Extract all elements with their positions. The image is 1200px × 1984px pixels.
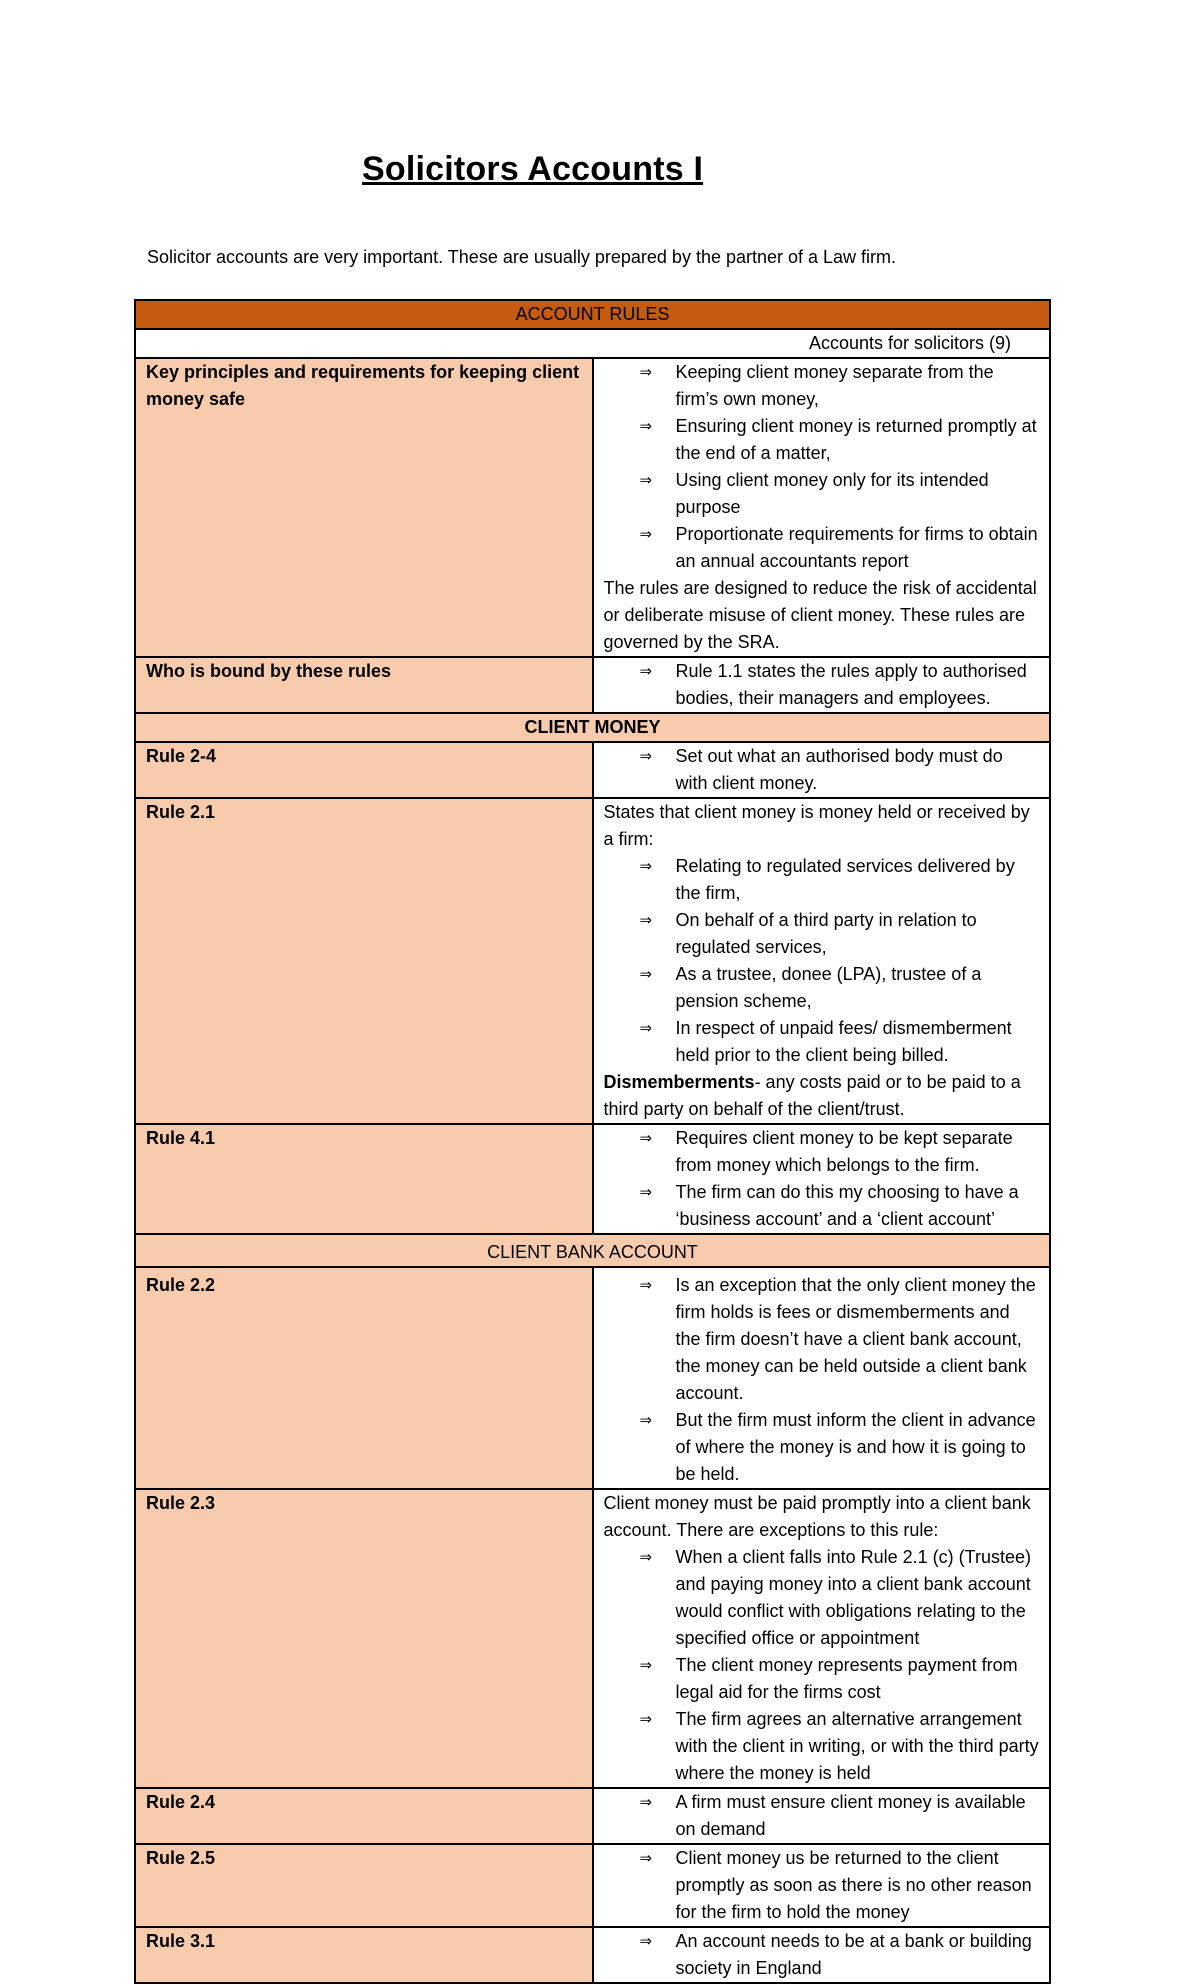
list-item: ⇒ Rule 1.1 states the rules apply to authorised bodies, their managers and employees. bbox=[604, 658, 1040, 712]
row-label-who-bound: Who is bound by these rules bbox=[135, 657, 593, 713]
table-row bbox=[135, 798, 1050, 1124]
list-item: ⇒ The firm can do this my choosing to have a ‘business account’ and a ‘client account’ bbox=[604, 1179, 1040, 1233]
rightwards-double-arrow-icon: ⇒ bbox=[639, 857, 653, 875]
bullet-list bbox=[604, 1928, 1040, 1982]
rightwards-double-arrow-icon: ⇒ bbox=[639, 1793, 653, 1811]
rightwards-double-arrow-icon: ⇒ bbox=[639, 1548, 653, 1566]
rightwards-double-arrow-icon: ⇒ bbox=[639, 1129, 653, 1147]
list-item: ⇒ Proportionate requirements for firms to obtain an annual accountants report bbox=[604, 521, 1040, 575]
rightwards-double-arrow-icon: ⇒ bbox=[639, 965, 653, 983]
list-item: ⇒ A firm must ensure client money is available on demand bbox=[604, 1789, 1040, 1843]
list-item: ⇒ When a client falls into Rule 2.1 (c) (Trustee) and paying money into a client bank account would conflict with obligations relating to the specified office or appointment bbox=[604, 1544, 1040, 1652]
list-item: ⇒ As a trustee, donee (LPA), trustee of a pension scheme, bbox=[604, 961, 1040, 1015]
rightwards-double-arrow-icon: ⇒ bbox=[639, 1932, 653, 1950]
row-content-key-principles bbox=[593, 358, 1051, 657]
bullet-list bbox=[604, 1272, 1040, 1488]
list-item: ⇒ Keeping client money separate from the firm’s own money, bbox=[604, 359, 1040, 413]
rule-2-1-intro: States that client money is money held or received by a firm: bbox=[603, 802, 1030, 849]
bullet-list bbox=[604, 1544, 1040, 1787]
row-label-rule-2-4-range: Rule 2-4 bbox=[135, 742, 593, 798]
table-row bbox=[135, 358, 1050, 657]
row-label-rule-2-2: Rule 2.2 bbox=[135, 1267, 593, 1489]
section-header-client-bank-account: CLIENT BANK ACCOUNT bbox=[135, 1234, 1050, 1267]
row-label-rule-4-1: Rule 4.1 bbox=[135, 1124, 593, 1234]
bullet-list bbox=[604, 1789, 1040, 1843]
rightwards-double-arrow-icon: ⇒ bbox=[639, 1656, 653, 1674]
rightwards-double-arrow-icon: ⇒ bbox=[639, 1710, 653, 1728]
table-row bbox=[135, 1267, 1050, 1489]
table-subheader-row bbox=[135, 329, 1050, 358]
row-label-key-principles: Key principles and requirements for keeping client money safe bbox=[135, 358, 593, 657]
page-title: Solicitors Accounts I bbox=[362, 150, 704, 188]
section-header-row bbox=[135, 1234, 1050, 1267]
list-item: ⇒ Ensuring client money is returned promptly at the end of a matter, bbox=[604, 413, 1040, 467]
row-content-rule-2-4-range bbox=[593, 742, 1051, 798]
list-item: ⇒ On behalf of a third party in relation to regulated services, bbox=[604, 907, 1040, 961]
rightwards-double-arrow-icon: ⇒ bbox=[639, 1411, 653, 1429]
rightwards-double-arrow-icon: ⇒ bbox=[639, 1849, 653, 1867]
rightwards-double-arrow-icon: ⇒ bbox=[639, 747, 653, 765]
list-item: ⇒ In respect of unpaid fees/ dismemberment held prior to the client being billed. bbox=[604, 1015, 1040, 1069]
row-content-who-bound bbox=[593, 657, 1051, 713]
row-label-rule-2-4: Rule 2.4 bbox=[135, 1788, 593, 1844]
table-header-row bbox=[135, 300, 1050, 329]
bullet-list bbox=[604, 658, 1040, 712]
table-row bbox=[135, 1788, 1050, 1844]
section-header-row bbox=[135, 713, 1050, 742]
list-item: ⇒ Set out what an authorised body must do with client money. bbox=[604, 743, 1040, 797]
rightwards-double-arrow-icon: ⇒ bbox=[639, 417, 653, 435]
row-content-rule-3-1 bbox=[593, 1927, 1051, 1983]
table-subheader: Accounts for solicitors (9) bbox=[135, 329, 1050, 358]
row-label-rule-2-1: Rule 2.1 bbox=[135, 798, 593, 1124]
bullet-list bbox=[604, 743, 1040, 797]
list-item: ⇒ But the firm must inform the client in advance of where the money is and how it is going to be held. bbox=[604, 1407, 1040, 1488]
dismemberments-definition: Dismemberments- any costs paid or to be paid to a third party on behalf of the client/trust. bbox=[603, 1072, 1021, 1119]
table-row bbox=[135, 1124, 1050, 1234]
table-header: ACCOUNT RULES bbox=[135, 300, 1050, 329]
bullet-list bbox=[604, 853, 1040, 1069]
list-item: ⇒ Relating to regulated services delivered by the firm, bbox=[604, 853, 1040, 907]
rightwards-double-arrow-icon: ⇒ bbox=[639, 1276, 653, 1294]
rightwards-double-arrow-icon: ⇒ bbox=[639, 911, 653, 929]
table-row bbox=[135, 1844, 1050, 1927]
row-content-rule-2-5 bbox=[593, 1844, 1051, 1927]
account-rules-table bbox=[134, 299, 1051, 1984]
row-content-rule-2-3 bbox=[593, 1489, 1051, 1788]
row-content-rule-4-1 bbox=[593, 1124, 1051, 1234]
rightwards-double-arrow-icon: ⇒ bbox=[639, 1019, 653, 1037]
list-item: ⇒ Requires client money to be kept separate from money which belongs to the firm. bbox=[604, 1125, 1040, 1179]
list-item: ⇒ The firm agrees an alternative arrangement with the client in writing, or with the third party where the money is held bbox=[604, 1706, 1040, 1787]
table-row bbox=[135, 657, 1050, 713]
row-label-rule-2-5: Rule 2.5 bbox=[135, 1844, 593, 1927]
rightwards-double-arrow-icon: ⇒ bbox=[639, 662, 653, 680]
rightwards-double-arrow-icon: ⇒ bbox=[639, 471, 653, 489]
section-header-client-money: CLIENT MONEY bbox=[135, 713, 1050, 742]
intro-paragraph: Solicitor accounts are very important. These are usually prepared by the partner of a Law firm. bbox=[147, 247, 897, 267]
row-content-rule-2-2 bbox=[593, 1267, 1051, 1489]
rule-2-3-intro: Client money must be paid promptly into a client bank account. There are exceptions to this rule: bbox=[603, 1493, 1031, 1540]
list-item: ⇒ Is an exception that the only client money the firm holds is fees or dismemberments and the firm doesn’t have a client bank account, the money can be held outside a client bank account. bbox=[604, 1272, 1040, 1407]
row-content-rule-2-1 bbox=[593, 798, 1051, 1124]
table-row bbox=[135, 1927, 1050, 1983]
bullet-list bbox=[604, 1125, 1040, 1233]
rightwards-double-arrow-icon: ⇒ bbox=[639, 1183, 653, 1201]
bullet-list bbox=[604, 359, 1040, 575]
list-item: ⇒ An account needs to be at a bank or building society in England bbox=[604, 1928, 1040, 1982]
table-row bbox=[135, 1489, 1050, 1788]
row-content-rule-2-4 bbox=[593, 1788, 1051, 1844]
list-item: ⇒ The client money represents payment from legal aid for the firms cost bbox=[604, 1652, 1040, 1706]
row-label-rule-3-1: Rule 3.1 bbox=[135, 1927, 593, 1983]
dismemberments-term: Dismemberments bbox=[603, 1072, 755, 1092]
list-item: ⇒ Client money us be returned to the client promptly as soon as there is no other reason for the firm to hold the money bbox=[604, 1845, 1040, 1926]
rightwards-double-arrow-icon: ⇒ bbox=[639, 363, 653, 381]
list-item: ⇒ Using client money only for its intended purpose bbox=[604, 467, 1040, 521]
key-principles-note: The rules are designed to reduce the risk of accidental or deliberate misuse of client money. These rules are governed by the SRA. bbox=[603, 578, 1037, 652]
rightwards-double-arrow-icon: ⇒ bbox=[639, 525, 653, 543]
table-row bbox=[135, 742, 1050, 798]
row-label-rule-2-3: Rule 2.3 bbox=[135, 1489, 593, 1788]
bullet-list bbox=[604, 1845, 1040, 1926]
